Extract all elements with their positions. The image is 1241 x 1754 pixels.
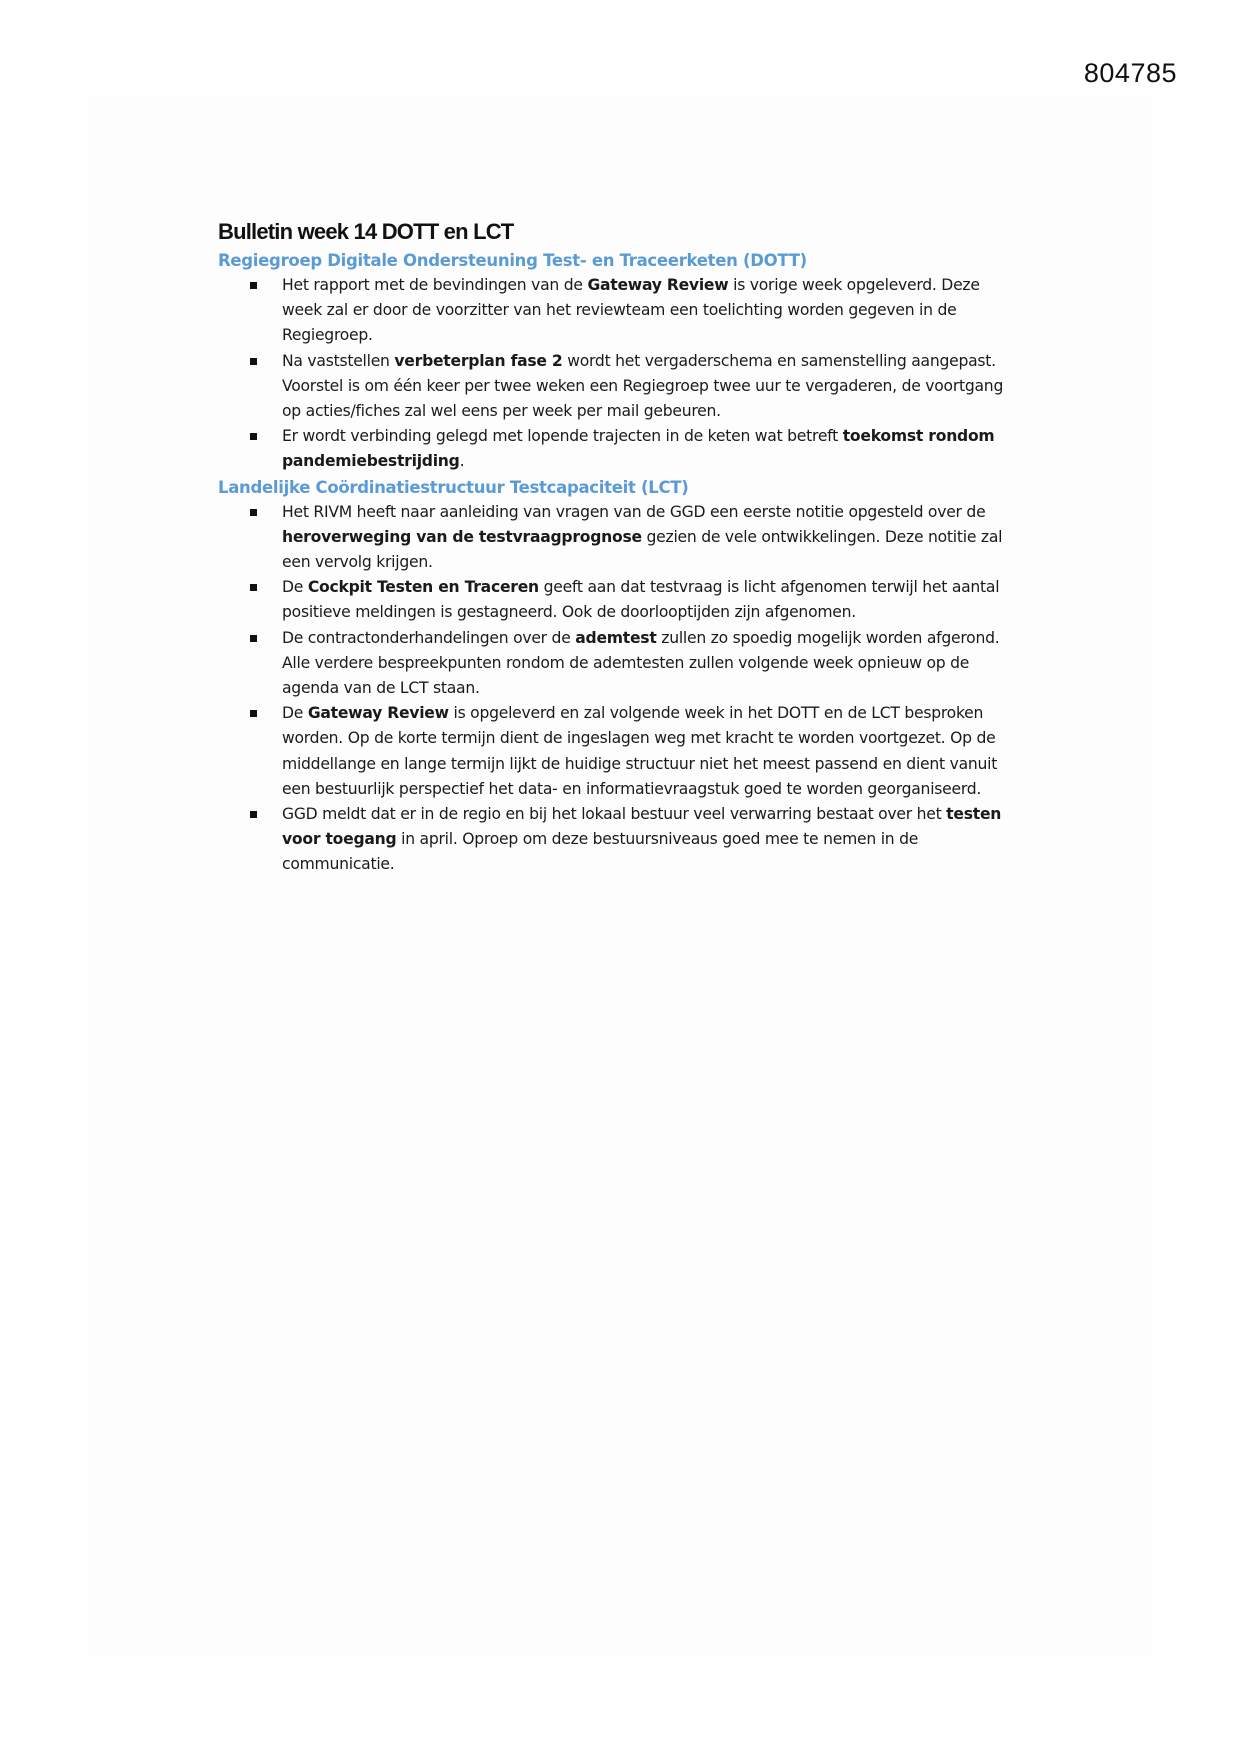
bold-text: heroverweging van de testvraagprognose bbox=[282, 527, 642, 546]
document-body bbox=[218, 218, 1038, 878]
list-item bbox=[282, 273, 1022, 349]
square-bullet-icon bbox=[250, 433, 257, 440]
text-run: De bbox=[282, 578, 308, 597]
square-bullet-icon bbox=[250, 509, 257, 516]
list-item bbox=[282, 349, 1022, 425]
bullet-list-dott bbox=[218, 273, 1038, 475]
bold-text: ademtest bbox=[575, 628, 657, 647]
text-run: Het rapport met de bevindingen van de bbox=[282, 276, 588, 294]
text-run: is vorige week opgeleverd. Deze week zal er door de voorzitter van het reviewteam een toelichting worden gegeven in de Regiegroep. bbox=[282, 276, 980, 345]
text-run: geeft aan dat testvraag is licht afgenomen terwijl het aantal positieve meldingen is gestagneerd. Ook de doorlooptijden zijn afgenomen. bbox=[282, 578, 1000, 622]
list-item bbox=[282, 424, 1022, 474]
text-run: wordt het vergaderschema en samenstelling aangepast. Voorstel is om één keer per twee weken een Regiegroep twee uur te vergaderen, de voortgang op acties/fiches zal wel eens per week per mail gebeuren. bbox=[282, 351, 1004, 421]
bold-text: verbeterplan fase 2 bbox=[394, 351, 563, 370]
document-number: 804785 bbox=[1083, 58, 1177, 88]
bold-text: toekomst rondom pandemiebestrijding bbox=[282, 427, 995, 471]
bold-text: Gateway Review bbox=[307, 704, 449, 723]
section-heading-dott: Regiegroep Digitale Ondersteuning Test- en Traceerketen (DOTT) bbox=[218, 251, 807, 270]
bold-text: testen voor toegang bbox=[282, 805, 1002, 849]
list-item bbox=[282, 575, 1022, 625]
text-run: De bbox=[282, 704, 308, 723]
square-bullet-icon bbox=[250, 811, 257, 818]
list-item bbox=[282, 500, 1022, 576]
square-bullet-icon bbox=[250, 710, 257, 717]
bullet-list-lct bbox=[218, 500, 1038, 878]
document-title: Bulletin week 14 DOTT en LCT bbox=[218, 219, 514, 244]
text-run: Er wordt verbinding gelegd met lopende trajecten in de keten wat betreft bbox=[282, 427, 843, 446]
text-run: zullen zo spoedig mogelijk worden afgerond. Alle verdere bespreekpunten rondom de ademtesten zullen volgende week opnieuw op de agenda van de LCT staan. bbox=[282, 628, 1000, 698]
bold-text: Cockpit Testen en Traceren bbox=[307, 578, 539, 597]
text-run: Na vaststellen bbox=[282, 351, 395, 370]
list-item bbox=[282, 802, 1022, 878]
square-bullet-icon bbox=[250, 358, 257, 365]
section-heading-lct: Landelijke Coördinatiestructuur Testcapaciteit (LCT) bbox=[218, 477, 689, 497]
text-run: is opgeleverd en zal volgende week in het DOTT en de LCT besproken worden. Op de korte termijn dient de ingeslagen weg met kracht te worden voortgezet. Op de middellange en lange termijn lijkt de huidige structuur niet het meest passend en dient vanuit een bestuurlijk perspectief het data- en informatievraagstuk goed te worden georganiseerd. bbox=[282, 704, 998, 798]
square-bullet-icon bbox=[250, 282, 257, 289]
text-run: . bbox=[459, 452, 465, 471]
square-bullet-icon bbox=[250, 584, 257, 591]
text-run: De contractonderhandelingen over de bbox=[282, 628, 576, 647]
list-item bbox=[282, 701, 1022, 802]
text-run: GGD meldt dat er in de regio en bij het lokaal bestuur veel verwarring bestaat over het bbox=[282, 805, 947, 824]
text-run: in april. Oproep om deze bestuursniveaus goed mee te nemen in de communicatie. bbox=[282, 830, 919, 874]
text-run: Het RIVM heeft naar aanleiding van vragen van de GGD een eerste notitie opgesteld over de bbox=[282, 502, 986, 521]
text-run: gezien de vele ontwikkelingen. Deze notitie zal een vervolg krijgen. bbox=[282, 527, 1003, 572]
square-bullet-icon bbox=[250, 635, 257, 642]
list-item bbox=[282, 626, 1022, 702]
bold-text: Gateway Review bbox=[587, 276, 729, 294]
